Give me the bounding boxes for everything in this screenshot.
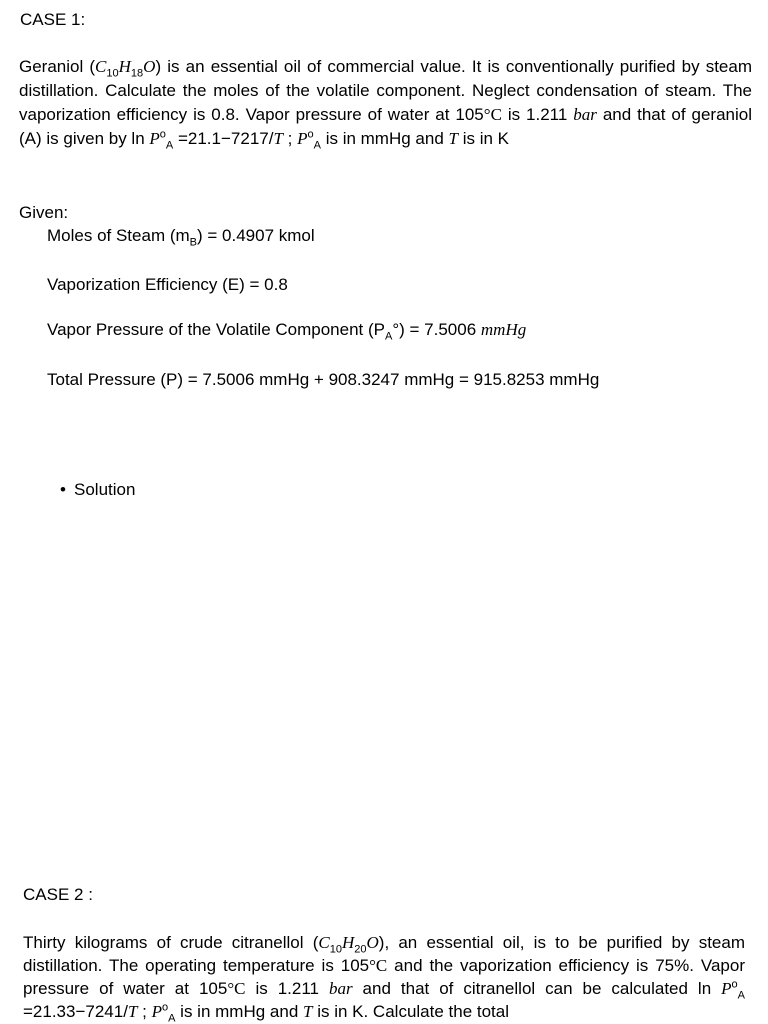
given-vapor-pressure: Vapor Pressure of the Volatile Component $(P_A^\circ) = 7.5006$ mmHg — [47, 320, 527, 343]
given-label: Given: — [19, 203, 69, 222]
formula-c: C — [95, 57, 107, 76]
given-total-pressure: Total Pressure (P) = 7.5006 mmHg + 908.3247 mmHg = 915.8253 mmHg — [47, 370, 600, 389]
formula-o: O — [143, 57, 156, 76]
given-vaporization-efficiency: Vaporization Efficiency (E) = 0.8 — [47, 275, 288, 294]
case1-problem-text: Geraniol $(C_{10}H_{18}O)$ is an essential oil of commercial value. It is conventionally purified by steam distillation. Calculate the moles of the volatile component. Neglect condensation of steam. The vaporization efficiency is 0.8. Vapor pressure of water at 105°C is 1.211 bar and that of geraniol (A) is given by $\ln P^o_A =21.1-7217/T$ ; $P^o_A$ is in mmHg and T is in K — [19, 57, 752, 152]
case1-title: CASE 1: — [20, 10, 86, 29]
formula-h: H — [118, 57, 131, 76]
solution-label: Solution — [74, 480, 136, 499]
case2-title: CASE 2 : — [23, 885, 93, 904]
given-moles-of-steam: Moles of Steam $(m_B) = 0.4907$ kmol — [47, 226, 315, 249]
bullet-icon: • — [60, 480, 66, 499]
solution-bullet — [60, 480, 135, 500]
case2-problem-text: Thirty kilograms of crude citranellol $(C_{10}H_{20}O)$, an essential oil, is to be purified by steam distillation. The operating temperature is 105°C and the vaporization efficiency is 75%. Vapor pressure of water at 105°C is 1.211 bar and that of citranellol can be calculated $\ln P^o_A =21.33-7241/T$ ; $P^o_A$ is in mmHg and T is in K. Calculate the total — [23, 933, 745, 1024]
